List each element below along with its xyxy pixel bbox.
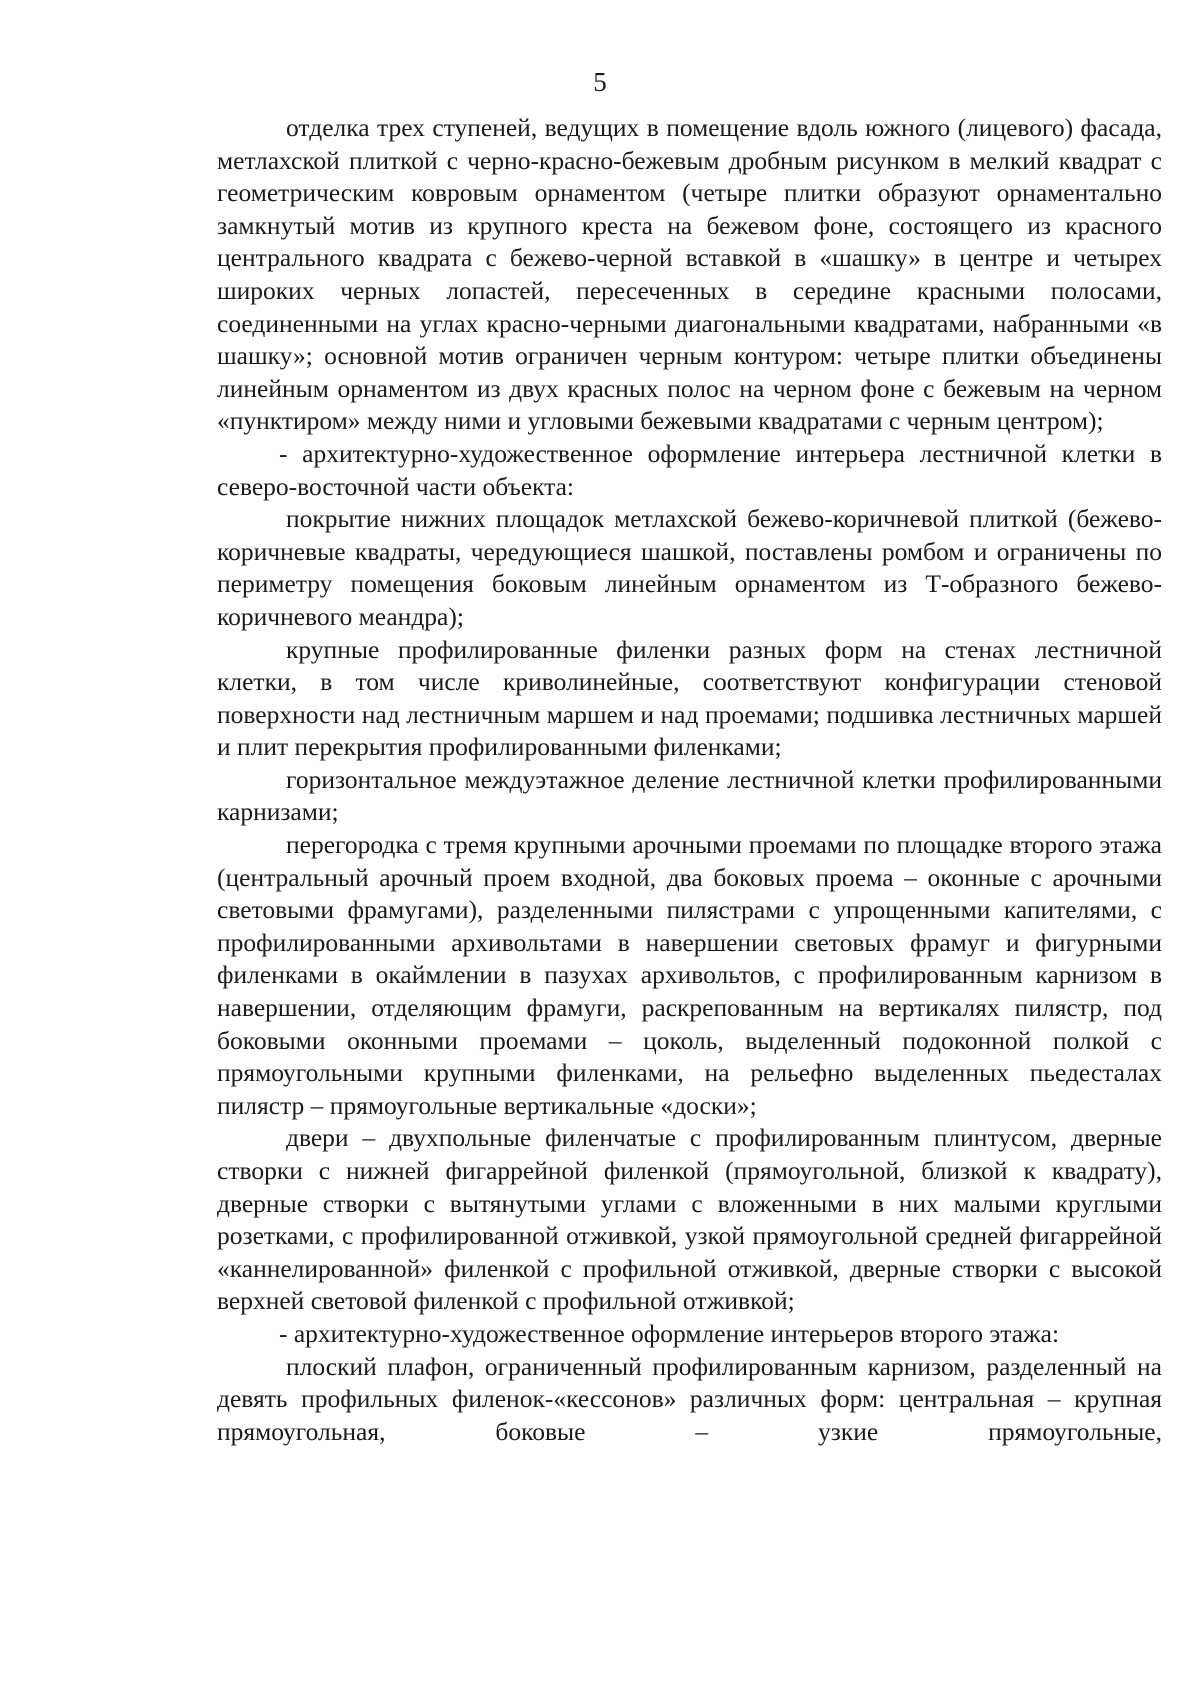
paragraph-landing-floor: покрытие нижних площадок метлахской бежево-коричневой плиткой (бежево-коричневые квадраты, чередующиеся шашкой, поставлены ромбом и ограничены по периметру помещения боковым линейным орнаментом из Т-образного бежево-коричневого меандра);	[217, 504, 1162, 631]
paragraph-wall-panels: крупные профилированные филенки разных форм на стенах лестничной клетки, в том числе криволинейные, соответствуют конфигурации стеновой поверхности над лестничным маршем и над проемами; подшивка лестничных маршей и плит перекрытия профилированными филенками;	[217, 634, 1162, 762]
page-number: 5	[593, 67, 607, 97]
document-body	[217, 112, 1162, 1448]
paragraph-ceiling: плоский плафон, ограниченный профилированным карнизом, разделенный на девять профильных филенок-«кессонов» различных форм: центральная – крупная прямоугольная, боковые – узкие прямоугольные,	[217, 1351, 1162, 1446]
paragraph-horizontal-division: горизонтальное междуэтажное деление лестничной клетки профилированными карнизами;	[217, 764, 1162, 827]
paragraph-doors: двери – двухпольные филенчатые с профилированным плинтусом, дверные створки с нижней фигаррейной филенкой (прямоугольной, близкой к квадрату), дверные створки с вытянутыми углами с вложенными в них малыми круглыми розетками, с профилированной отживкой, узкой прямоугольной средней фигаррейной «каннелированной» филенкой с профильной отживкой, дверные створки с высокой верхней световой филенкой с профильной отживкой;	[217, 1123, 1162, 1316]
paragraph-second-floor-heading: - архитектурно-художественное оформление интерьеров второго этажа:	[279, 1318, 1060, 1348]
paragraph-step-finishing: отделка трех ступеней, ведущих в помещение вдоль южного (лицевого) фасада, метлахской плиткой с черно-красно-бежевым дробным рисунком в мелкий квадрат с геометрическим ковровым орнаментом (четыре плитки образуют орнаментально замкнутый мотив из крупного креста на бежевом фоне, состоящего из красного центрального квадрата с бежево-черной вставкой в «шашку» в центре и четырех широких черных лопастей, пересеченных в середине красными полосами, соединенными на углах красно-черными диагональными квадратами, набранными «в шашку»; основной мотив ограничен черным контуром: четыре плитки объединены линейным орнаментом из двух красных полос на черном фоне с бежевым на черном «пунктиром» между ними и угловыми бежевыми квадратами с черным центром);	[217, 113, 1162, 436]
paragraph-partition: перегородка с тремя крупными арочными проемами по площадке второго этажа (центральный арочный проем входной, два боковых проема – оконные с арочными световыми фрамугами), разделенными пилястрами с упрощенными капителями, с профилированными архивольтами в навершении световых фрамуг и фигурными филенками в окаймлении в пазухах архивольтов, с профилированным карнизом в навершении, отделяющим фрамуги, раскрепованным на вертикалях пилястр, под боковыми оконными проемами – цоколь, выделенный подоконной полкой с прямоугольными крупными филенками, на рельефно выделенных пьедесталах пилястр – прямоугольные вертикальные «доски»;	[217, 830, 1162, 1120]
paragraph-staircase-heading: - архитектурно-художественное оформление интерьера лестничной клетки в северо-восточной части объекта:	[217, 438, 1162, 501]
